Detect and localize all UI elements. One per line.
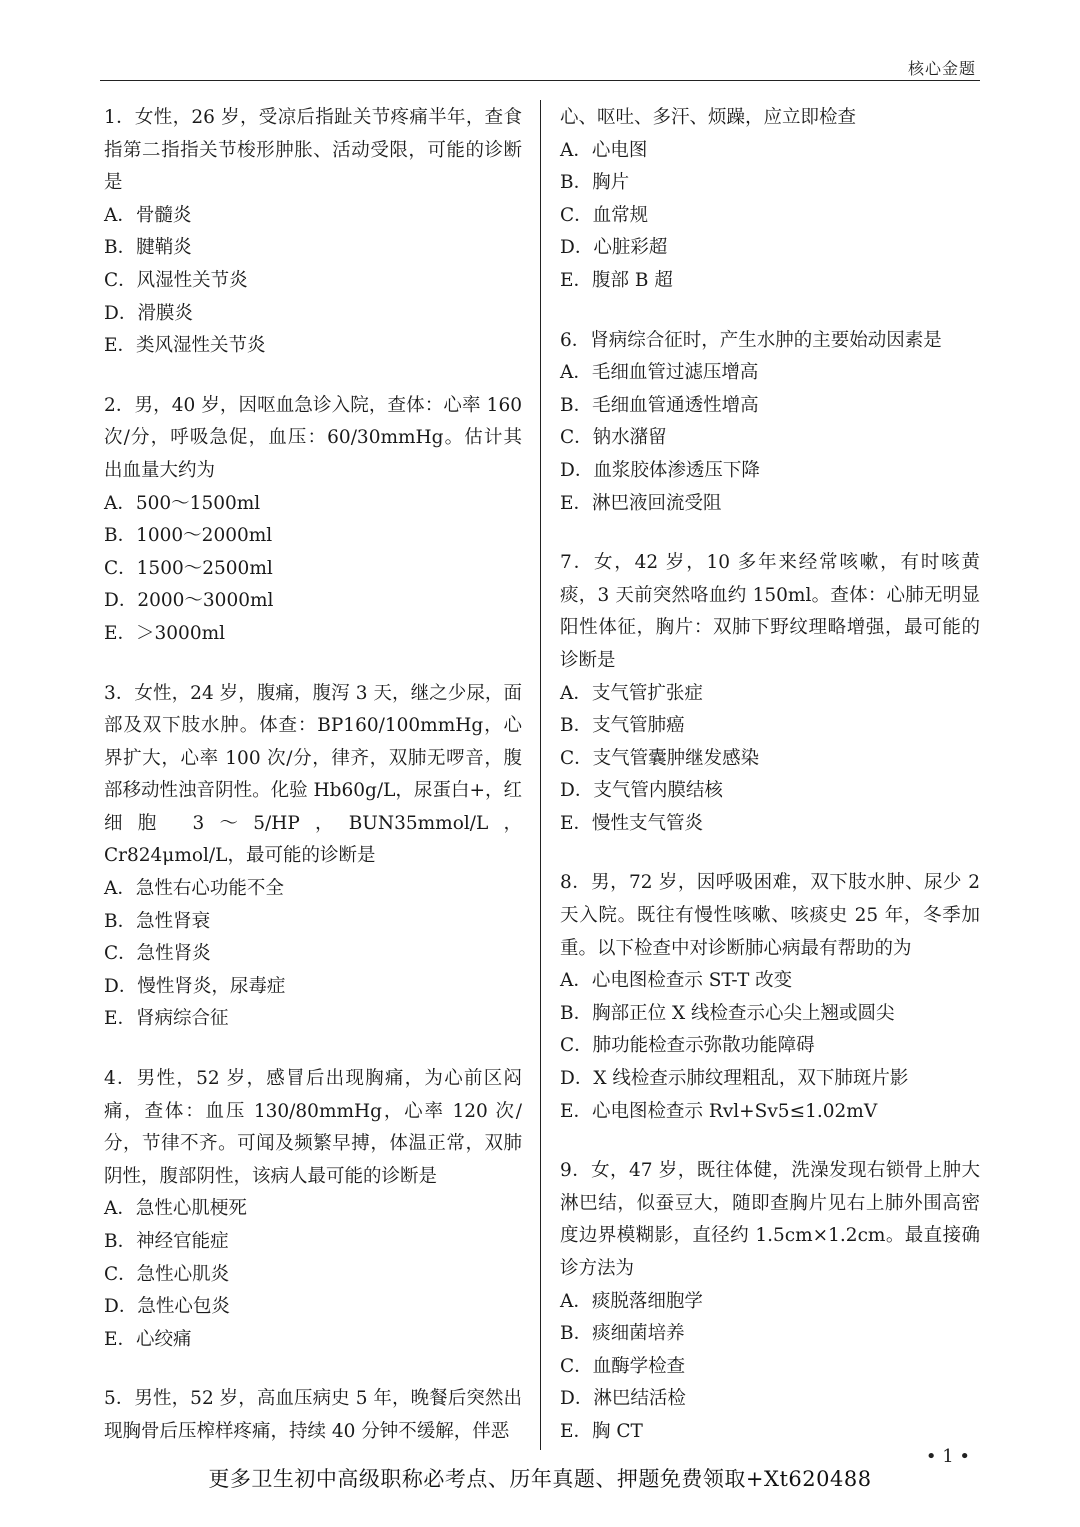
answer-option: D．淋巴结活检 — [560, 1388, 686, 1410]
answer-option: C．支气管囊肿继发感染 — [560, 747, 760, 769]
question-stem: 9．女，47 岁，既往体健，洗澡发现右锁骨上肿大淋巴结，似蚕豆大，随即查胸片见右上肺外围高密度边界模糊影，直径约 1.5cm×1.2cm。最直接确诊方法为 — [560, 1160, 980, 1279]
answer-option: A．心电图检查示 ST-T 改变 — [560, 970, 793, 992]
header-rule — [100, 80, 980, 81]
answer-option: D．血浆胶体渗透压下降 — [560, 459, 760, 481]
question-stem: 5．男性，52 岁，高血压病史 5 年，晚餐后突然出现胸骨后压榨样疼痛，持续 40 分钟不缓解，伴恶 — [104, 1388, 522, 1442]
question-stem: 2．男，40 岁，因呕血急诊入院，查体：心率 160 次/分，呼吸急促，血压：60/30mmHg。估计其出血量大约为 — [104, 394, 522, 481]
answer-option: E．＞3000ml — [104, 622, 226, 644]
answer-option: A．痰脱落细胞学 — [560, 1290, 703, 1312]
answer-option: A．毛细血管过滤压增高 — [560, 362, 759, 384]
answer-option: D．X 线检查示肺纹理粗乱，双下肺斑片影 — [560, 1068, 909, 1090]
question-block — [104, 390, 522, 651]
answer-option: D．支气管内膜结核 — [560, 780, 723, 802]
answer-option: A．急性心肌梗死 — [104, 1198, 247, 1220]
answer-option: C．急性心肌炎 — [104, 1263, 230, 1285]
question-stem: 心、呕吐、多汗、烦躁，应立即检查 — [560, 107, 857, 128]
question-block — [560, 867, 980, 1128]
answer-option: B．1000～2000ml — [104, 525, 273, 547]
answer-option: E．肾病综合征 — [104, 1008, 229, 1030]
question-block — [104, 102, 522, 363]
answer-option: B．急性肾衰 — [104, 910, 211, 932]
answer-option: D．急性心包炎 — [104, 1296, 230, 1318]
answer-option: B．腱鞘炎 — [104, 237, 192, 259]
answer-option: D．慢性肾炎，尿毒症 — [104, 975, 286, 997]
question-stem: 6．肾病综合征时，产生水肿的主要始动因素是 — [560, 329, 942, 351]
question-stem: 8．男，72 岁，因呼吸困难，双下肢水肿、尿少 2 天入院。既往有慢性咳嗽、咳痰史 25 年，冬季加重。以下检查中对诊断肺心病最有帮助的为 — [560, 872, 980, 959]
answer-option: B．痰细菌培养 — [560, 1323, 685, 1345]
answer-option: D．心脏彩超 — [560, 237, 668, 259]
answer-option: B．神经官能症 — [104, 1231, 229, 1252]
answer-option: B．支气管肺癌 — [560, 715, 685, 737]
page-number: • 1 • — [925, 1446, 970, 1467]
answer-option: C．1500～2500ml — [104, 557, 273, 579]
header-title: 核心金题 — [907, 59, 976, 78]
question-block — [104, 678, 522, 1037]
answer-option: E．心电图检查示 Rvl+Sv5≤1.02mV — [560, 1100, 878, 1122]
question-block — [104, 1063, 522, 1356]
question-block — [560, 325, 980, 521]
question-stem: 7．女，42 岁，10 多年来经常咳嗽，有时咳黄痰，3 天前突然咯血约 150ml。查体：心肺无明显阳性体征，胸片：双肺下野纹理略增强，最可能的诊断是 — [560, 552, 980, 671]
question-block — [560, 1155, 980, 1448]
answer-option: E．腹部 B 超 — [560, 269, 673, 291]
question-stem: 3．女性，24 岁，腹痛，腹泻 3 天，继之少尿，面部及双下肢水肿。体查：BP160/100mmHg，心界扩大，心率 100 次/分，律齐，双肺无啰音，腹部移动性浊音阴性。化验 Hb60g/L，尿蛋白+，红细胞 3～5/HP，BUN35mmol/L，Cr824μmol/L，最可能的诊断是 — [104, 682, 522, 867]
answer-option: E．淋巴液回流受阻 — [560, 492, 722, 514]
answer-option: E．心绞痛 — [104, 1328, 192, 1350]
answer-option: C．风湿性关节炎 — [104, 269, 248, 291]
answer-option: E．慢性支气管炎 — [560, 812, 704, 834]
answer-option: C．血酶学检查 — [560, 1355, 686, 1377]
answer-option: C．肺功能检查示弥散功能障碍 — [560, 1035, 815, 1057]
answer-option: A．心电图 — [560, 139, 648, 161]
question-block — [560, 547, 980, 840]
question-block — [104, 1383, 522, 1448]
answer-option: B．胸部正位 X 线检查示心尖上翘或圆尖 — [560, 1002, 895, 1024]
left-column — [104, 102, 522, 1476]
answer-option: A．500～1500ml — [104, 492, 261, 514]
footer-promo-text: 更多卫生初中高级职称必考点、历年真题、押题免费领取+Xt620488 — [208, 1467, 872, 1491]
answer-option: E．类风湿性关节炎 — [104, 335, 266, 357]
question-stem: 4．男性，52 岁，感冒后出现胸痛，为心前区闷痛，查体：血压 130/80mmHg，心率 120 次/分，节律不齐。可闻及频繁早搏，体温正常，双肺阴性，腹部阴性，该病人最可能的诊断是 — [104, 1068, 522, 1187]
answer-option: C．急性肾炎 — [104, 943, 211, 965]
question-stem: 1．女性，26 岁，受凉后指趾关节疼痛半年，查食指第二指指关节梭形肿胀、活动受限，可能的诊断是 — [104, 107, 522, 194]
answer-option: A．急性右心功能不全 — [104, 878, 284, 900]
answer-option: E．胸 CT — [560, 1420, 643, 1442]
answer-option: A．骨髓炎 — [104, 204, 192, 226]
answer-option: D．滑膜炎 — [104, 302, 193, 324]
question-block — [560, 102, 980, 298]
answer-option: B．毛细血管通透性增高 — [560, 394, 759, 416]
right-column — [560, 102, 980, 1476]
answer-option: C．血常规 — [560, 204, 649, 226]
answer-option: D．2000～3000ml — [104, 590, 274, 612]
answer-option: C．钠水潴留 — [560, 427, 667, 449]
answer-option: B．胸片 — [560, 172, 630, 194]
answer-option: A．支气管扩张症 — [560, 682, 703, 704]
column-divider — [540, 100, 541, 1450]
